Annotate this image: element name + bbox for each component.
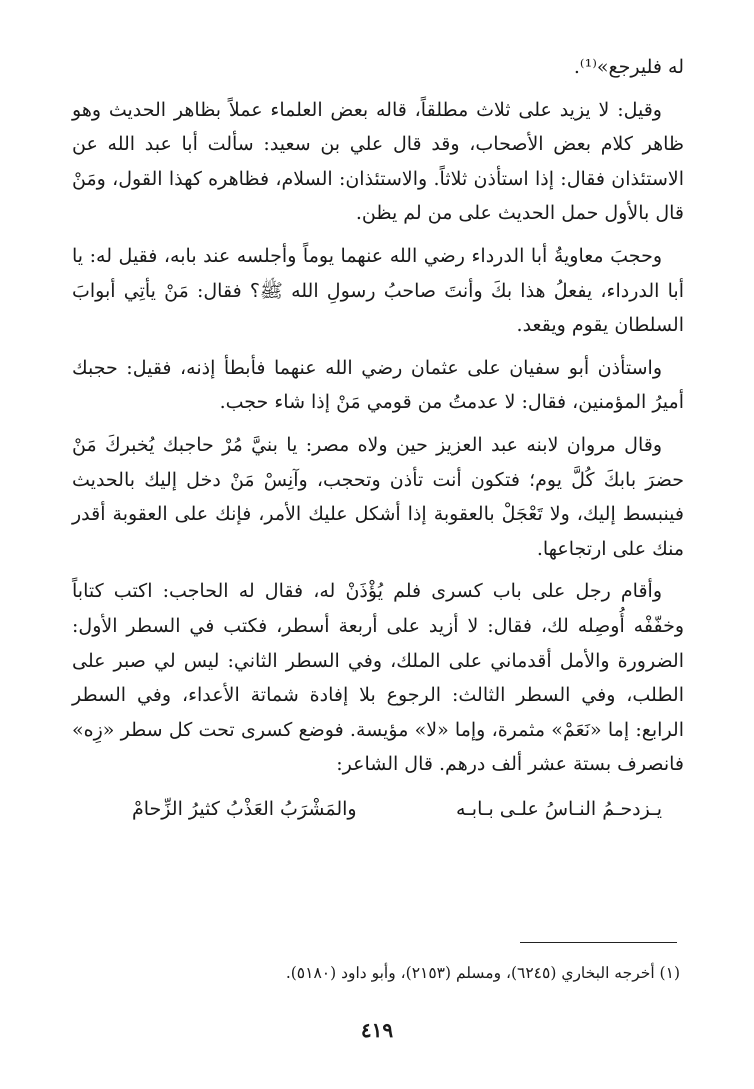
verse-second-hemistich: والمَشْرَبُ العَذْبُ كثيرُ الزِّحامْ <box>132 797 357 820</box>
paragraph-1: له فليرجع»⁽¹⁾. <box>573 56 684 78</box>
page-body <box>72 50 684 826</box>
poem-verse <box>72 790 684 827</box>
footnote: (١) أخرجه البخاري (٦٢٤٥)، ومسلم (٢١٥٣)، وأبو داود (٥١٨٠). <box>285 964 680 982</box>
page-number: ٤١٩ <box>360 1018 394 1042</box>
footnote-separator <box>520 942 677 943</box>
paragraph-3: وحجبَ معاويةُ أبا الدرداء رضي الله عنهما يوماً وأجلسه عند بابه، فقيل له: يا أبا الدرداء، يفعلُ هذا بكَ وأنتَ صاحبُ رسولِ الله ﷺ؟ فقال: مَنْ يأتِي أبوابَ السلطان يقوم ويقعد. <box>72 244 684 337</box>
verse-first-hemistich: يـزدحـمُ النـاسُ علـى بـابـه <box>456 797 662 820</box>
paragraph-4: واستأذن أبو سفيان على عثمان رضي الله عنهما فأبطأ إذنه، فقيل: حجبك أميرُ المؤمنين، فقال: لا عدمتُ من قومي مَنْ إذا شاء حجب. <box>72 356 684 414</box>
paragraph-5: وقال مروان لابنه عبد العزيز حين ولاه مصر: يا بنيَّ مُرْ حاجبك يُخبركَ مَنْ حضرَ بابكَ كُلَّ يوم؛ فتكون أنت تأذن وتحجب، وآنِسْ مَنْ دخل إليك بالحديث فينبسط إليك، ولا تَعْجَلْ بالعقوبة إذا أشكل عليك الأمر، فإنك على العقوبة أقدر منك على ارتجاعها. <box>72 433 684 560</box>
paragraph-6: وأقام رجل على باب كسرى فلم يُؤْذَنْ له، فقال له الحاجب: اكتب كتاباً وخفّفْه أُوصِله لك، فقال: لا أزيد على أربعة أسطر، فكتب في السطر الأول: الضرورة والأمل أقدماني على الملك، وفي السطر الثاني: ليس لي صبر على الطلب، وفي السطر الثالث: الرجوع بلا إفادة شماتة الأعداء، وفي السطر الرابع: إما «نَعَمْ» مثمرة، وإما «لا» مؤيسة. فوضع كسرى تحت كل سطر «زِه» فانصرف بستة عشر ألف درهم. قال الشاعر: <box>72 580 684 776</box>
paragraph-2: وقيل: لا يزيد على ثلاث مطلقاً، قاله بعض العلماء عملاً بظاهر الحديث وهو ظاهر كلام بعض الأصحاب، وقد قال علي بن سعيد: سألت أبا عبد الله عن الاستئذان فقال: إذا استأذن ثلاثاً. والاستئذان: السلام، فظاهره كهذا القول، ومَنْ قال بالأول حمل الحديث على من لم يظن. <box>72 98 684 225</box>
